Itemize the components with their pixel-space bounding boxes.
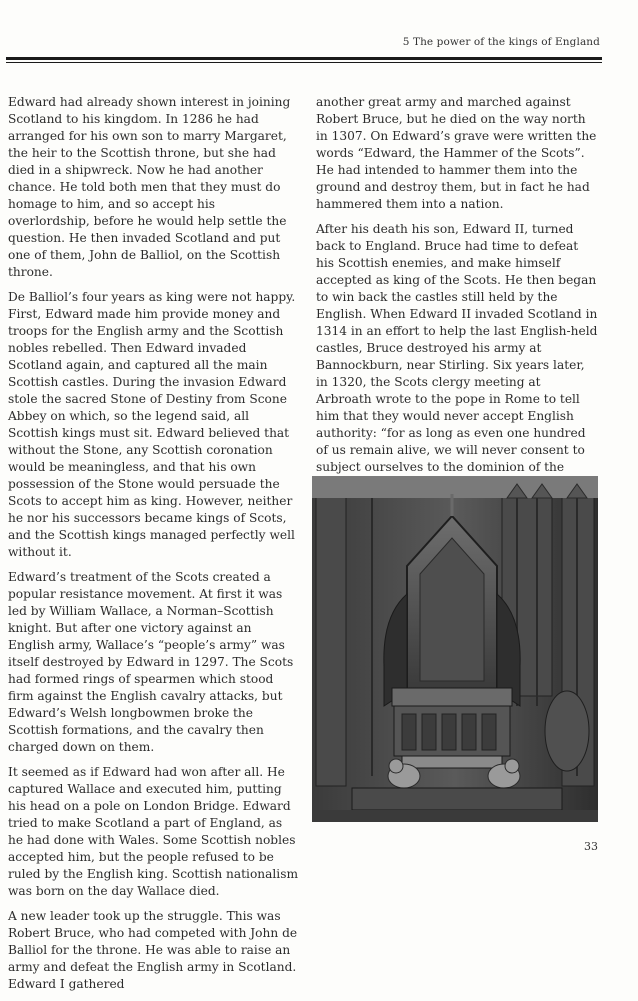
paragraph: De Balliol’s four years as king were not happy. First, Edward made him provide money and troops for the English army and the Scottish nobles rebelled. Then Edward invaded Scotland again, and captured all the main Scottish castles. During the invasion Edward stole the sacred Stone of Destiny from Scone Abbey on which, so the legend said, all Scottish kings must sit. Edward believed that without the Stone, any Scottish coronation would be meaningless, and that his own possession of the Stone would persuade the Scots to accept him as king. However, neither he nor his successors became kings of Scots, and the Scottish kings managed perfectly well without it. <box>8 290 296 559</box>
paragraph: A new leader took up the struggle. This was Robert Bruce, who had competed with John de Balliol for the throne. He was able to raise an army and defeat the English army in Scotland. Edward I gathered <box>8 909 298 991</box>
page-number: 33 <box>584 840 598 853</box>
header-rule-thin <box>6 62 602 63</box>
paragraph: After his death his son, Edward II, turned back to England. Bruce had time to defeat his Scottish enemies, and make himself accepted as king of the Scots. He then began to win back the castles still held by the English. When Edward II invaded Scotland in 1314 in an effort to help the last English-held castles, Bruce destroyed his army at Bannockburn, near Stirling. Six years later, in 1320, the Scots clergy meeting at Arbroath wrote to the pope in Rome to tell him that they would never accept English authority: “for as long as even one hundred of us remain alive, we will never consent to subject ourselves to the dominion of the <box>316 222 598 474</box>
paragraph: Edward’s treatment of the Scots created a popular resistance movement. At first it was led by William Wallace, a Norman–Scottish knight. But after one victory against an English army, Wallace’s “people’s army” was itself destroyed by Edward in 1297. The Scots had formed rings of spearmen which stood firm against the English cavalry attacks, but Edward’s Welsh longbowmen broke the Scottish formations, and the cavalry then charged down on them. <box>8 570 294 754</box>
running-header: 5 The power of the kings of England <box>402 36 600 48</box>
left-column <box>8 94 298 1001</box>
paragraph: Edward had already shown interest in joining Scotland to his kingdom. In 1286 he had arranged for his own son to marry Margaret, the heir to the Scottish throne, but she had died in a shipwreck. Now he had another chance. He told both men that they must do homage to him, and so accept his overlordship, before he would help settle the question. He then invaded Scotland and put one of them, John de Balliol, on the Scottish throne. <box>8 95 291 279</box>
coronation-chair-photo <box>312 476 598 822</box>
paragraph: another great army and marched against Robert Bruce, but he died on the way north in 1307. On Edward’s grave were written the words “Edward, the Hammer of the Scots”. He had intended to hammer them into the ground and destroy them, but in fact he had hammered them into a nation. <box>316 95 597 211</box>
header-rule-thick <box>6 57 602 60</box>
paragraph: It seemed as if Edward had won after all. He captured Wallace and executed him, putting his head on a pole on London Bridge. Edward tried to make Scotland a part of England, as he had done with Wales. Some Scottish nobles accepted him, but the people refused to be ruled by the English king. Scottish nationalism was born on the day Wallace died. <box>8 765 299 898</box>
